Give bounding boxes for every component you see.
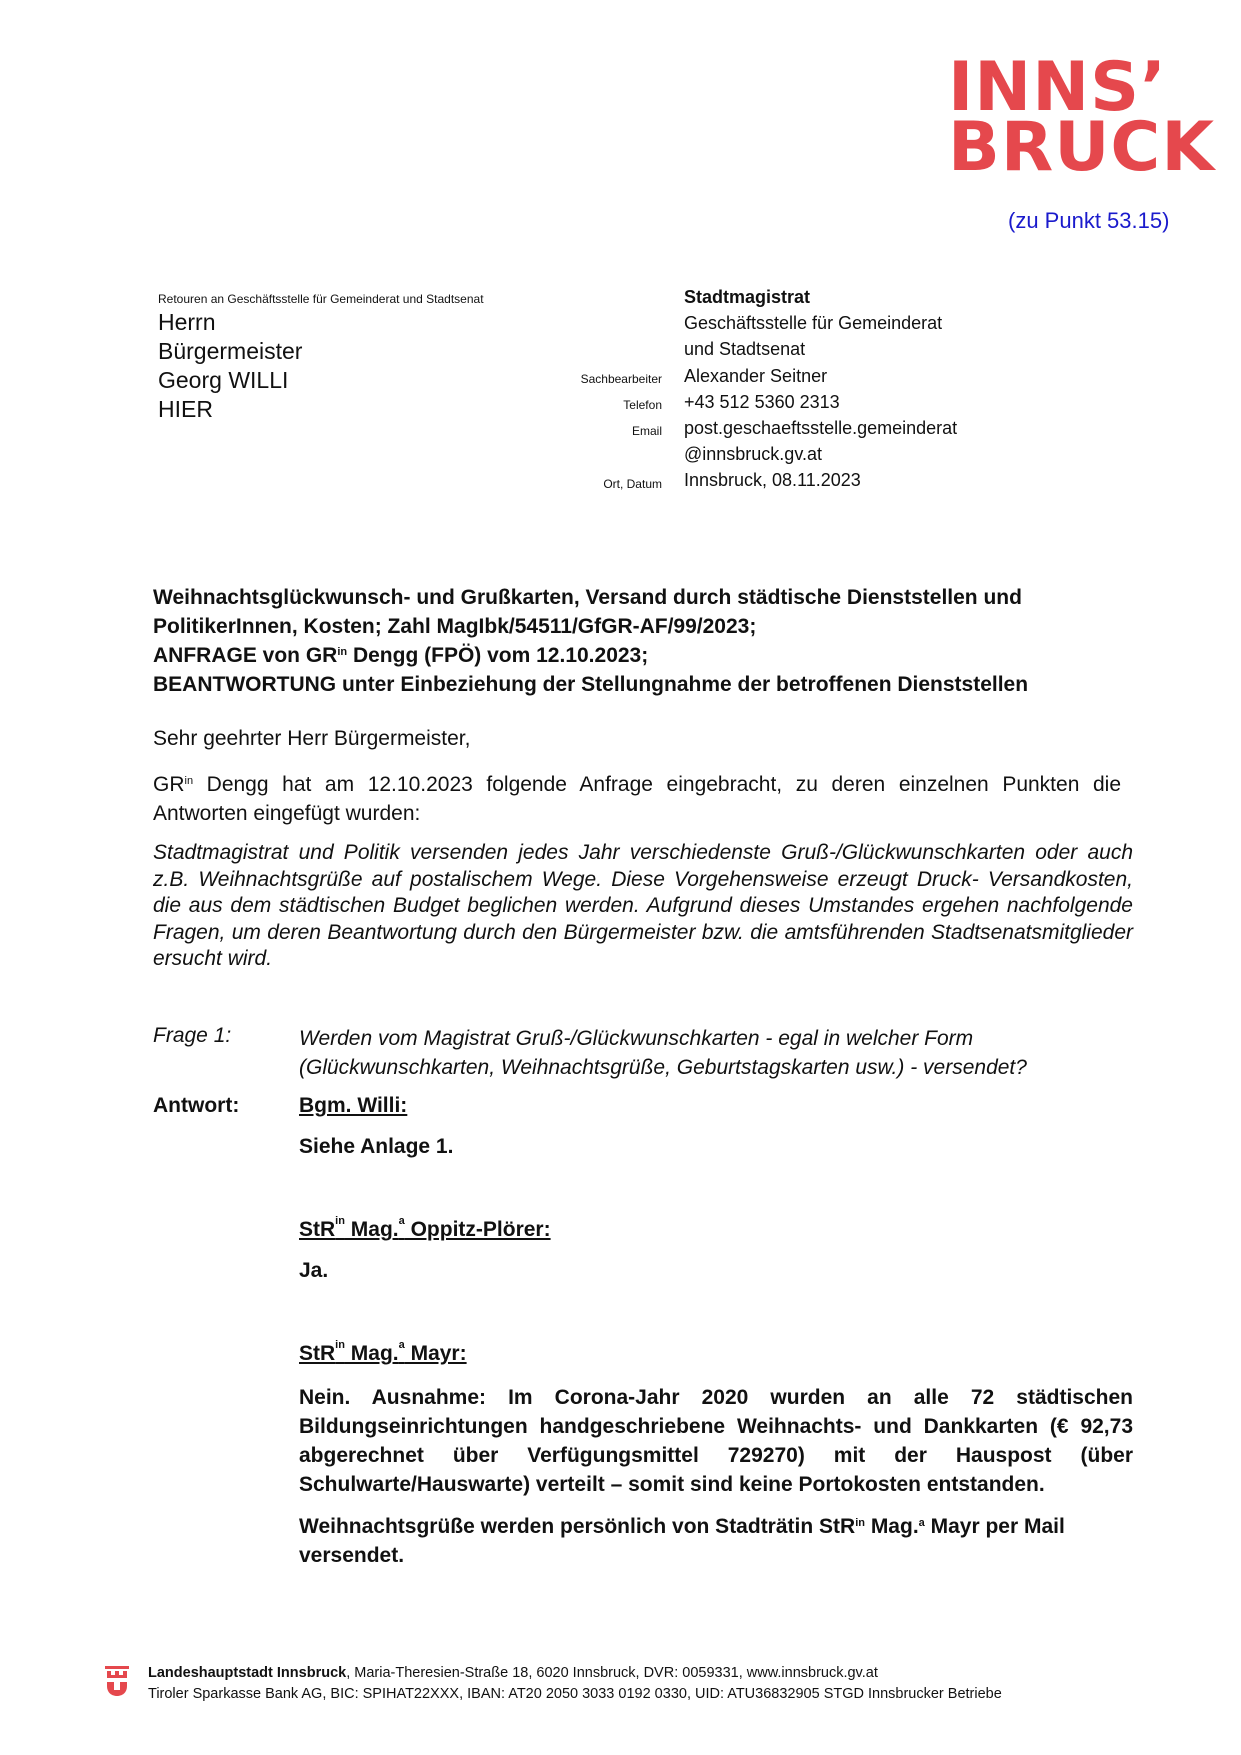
subject [153, 583, 1113, 699]
footer-line-2: Tiroler Sparkasse Bank AG, BIC: SPIHAT22XXX, IBAN: AT20 2050 3033 0192 0330, UID: ATU36832905 STGD Innsbrucker Betriebe [148, 1686, 1002, 1702]
salutation: Sehr geehrter Herr Bürgermeister, [153, 727, 471, 750]
innsbruck-crest-icon [103, 1664, 131, 1698]
sender-dept: Geschäftsstelle für Gemeinderat [684, 313, 943, 334]
recipient-line: Bürgermeister [158, 338, 303, 364]
date-label: Ort, Datum [603, 477, 662, 491]
sender-email-domain[interactable]: @innsbruck.gv.at [684, 444, 822, 465]
recipient-line: HIER [158, 396, 213, 422]
answer-oppitz-name: StR$^{in}$ Mag.$^a$ Oppitz-Plörer: [299, 1215, 551, 1241]
subject-line: ANFRAGE von $GR^{in}$ Dengg (FPÖ) vom 12.10.2023; [153, 644, 649, 667]
footer-line-1: Landeshauptstadt Innsbruck, Maria-Theresien-Straße 18, 6020 Innsbruck, DVR: 0059331, www.innsbruck.gv.at [148, 1665, 878, 1681]
sender-date: Innsbruck, 08.11.2023 [684, 470, 861, 491]
recipient-address [158, 308, 302, 424]
answer-mayr-text: Nein. Ausnahme: Im Corona-Jahr 2020 wurden an alle 72 städtischen Bildungseinrichtungen handgeschriebene Weihnachts- und Dankkarten (€ 92,73 abgerechnet über Verfügungsmittel 729270) mit der Hauspost (über Schulwarte/Hauswarte) verteilt – somit sind keine Portokosten entstanden. [299, 1386, 1133, 1496]
logo-line-1: INNS’ [948, 48, 1167, 127]
subject-line: BEANTWORTUNG unter Einbeziehung der Stellungnahme der betroffenen Dienststellen [153, 673, 1029, 696]
sender-org: Stadtmagistrat [684, 287, 811, 307]
return-note: Retouren an Geschäftsstelle für Gemeinderat und Stadtsenat [158, 292, 484, 306]
recipient-line: Georg WILLI [158, 367, 289, 393]
footer [148, 1663, 1002, 1705]
clerk-label: Sachbearbeiter [580, 372, 662, 386]
sender-email[interactable]: post.geschaeftsstelle.gemeinderat [684, 418, 958, 439]
answer-label: Antwort: [153, 1094, 240, 1117]
intro-paragraph: $GR^{in}$ Dengg hat am 12.10.2023 folgende Anfrage eingebracht, zu deren einzelnen Punkten die Antworten eingefügt wurden: [153, 773, 1121, 825]
answer-mayr-text-2: Weihnachtsgrüße werden persönlich von Stadträtin StR$^{in}$ Mag.$^a$ Mayr per Mail versendet. [299, 1515, 1065, 1567]
sender-phone: +43 512 5360 2313 [684, 391, 840, 412]
email-label: Email [631, 424, 662, 438]
agenda-reference: (zu Punkt 53.15) [1008, 208, 1170, 233]
question-text: Werden vom Magistrat Gruß-/Glückwunschkarten - egal in welcher Form (Glückwunschkarten, Weihnachtsgrüße, Geburtstagskarten usw.) - versendet? [299, 1027, 1027, 1079]
answer-mayr-name: StR$^{in}$ Mag.$^a$ Mayr: [299, 1339, 467, 1365]
phone-label: Telefon [623, 398, 662, 412]
sender-clerk: Alexander Seitner [684, 365, 828, 386]
subject-line: Weihnachtsglückwunsch- und Grußkarten, Versand durch städtische Dienststellen und PolitikerInnen, Kosten; Zahl MagIbk/54511/GfGR-AF/99/2023; [153, 586, 1022, 638]
answer-willi-text: Siehe Anlage 1. [299, 1135, 454, 1158]
recipient-line: Herrn [158, 309, 216, 335]
logo-line-2: BRUCK [948, 108, 1216, 187]
sender-dept: und Stadtsenat [684, 339, 806, 360]
answer-willi-name: Bgm. Willi: [299, 1094, 408, 1117]
inquiry-quote: Stadtmagistrat und Politik versenden jedes Jahr verschiedenste Gruß-/Glückwunschkarten oder auch z.B. Weihnachtsgrüße auf postalischem Wege. Diese Vorgehensweise erzeugt Druck- Versandkosten, die aus dem städtischen Budget beglichen werden. Aufgrund dieses Umstandes ergehen nachfolgende Fragen, um deren Beantwortung durch den Bürgermeister bzw. die amtsführenden Stadtsenatsmitglieder ersucht wird. [153, 841, 1133, 970]
sender-block [684, 284, 957, 494]
answer-oppitz-text: Ja. [299, 1259, 329, 1282]
question-label: Frage 1: [153, 1024, 232, 1047]
innsbruck-logo [948, 48, 1216, 187]
